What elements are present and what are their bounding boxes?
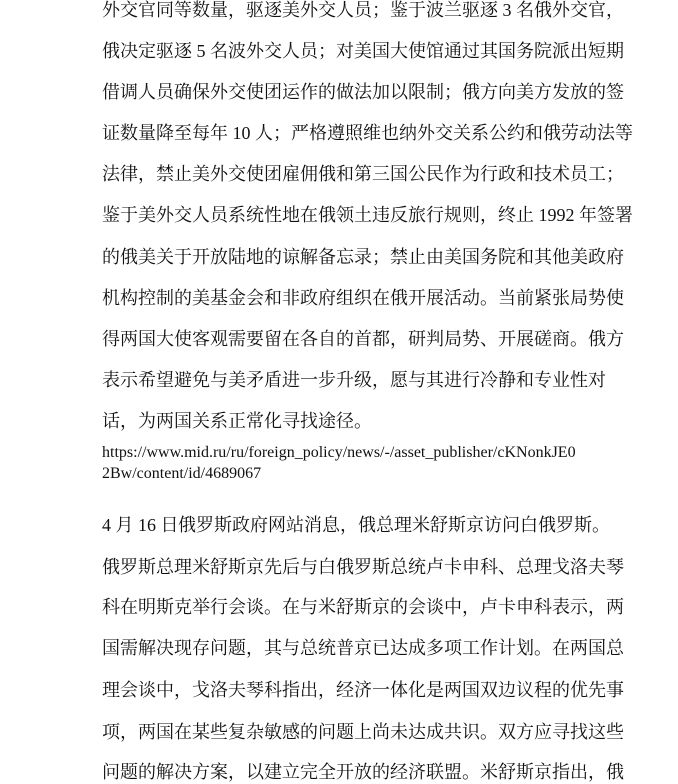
text-line: 借调人员确保外交使团运作的做法加以限制；俄方向美方发放的签 [102,82,624,102]
text-line: 俄罗斯总理米舒斯京先后与白俄罗斯总统卢卡申科、总理戈洛夫琴 [102,557,624,577]
text-line: 的俄美关于开放陆地的谅解备忘录；禁止由美国务院和其他美政府 [102,247,624,267]
text-line: 科在明斯克举行会谈。在与米舒斯京的会谈中，卢卡申科表示，两 [102,597,624,617]
text-line: 国需解决现存问题，其与总统普京已达成多项工作计划。在两国总 [102,638,624,658]
text-line: 俄决定驱逐 5 名波外交人员；对美国大使馆通过其国务院派出短期 [102,41,624,61]
entry-headline: 俄罗斯政府网站消息，俄总理米舒斯京访问白俄罗斯。 [178,515,610,535]
text-line: 理会谈中，戈洛夫琴科指出，经济一体化是两国双边议程的优先事 [102,680,624,700]
source-url-link[interactable]: https://www.mid.ru/ru/foreign_policy/news/-/asset_publisher/cKNonkJE0 [102,444,576,461]
text-line: 证数量降至每年 10 人；严格遵照维也纳外交关系公约和俄劳动法等 [102,123,633,143]
text-line: 机构控制的美基金会和非政府组织在俄开展活动。当前紧张局势使 [102,288,624,308]
text-line: 得两国大使客观需要留在各自的首都，研判局势、开展磋商。俄方 [102,329,624,349]
text-line: 项，两国在某些复杂敏感的问题上尚未达成共识。双方应寻找这些 [102,722,624,742]
text-line: 问题的解决方案，以建立完全开放的经济联盟。米舒斯京指出，俄 [102,762,624,782]
text-line: 话，为两国关系正常化寻找途径。 [102,411,372,431]
text-line: 鉴于美外交人员系统性地在俄领土违反旅行规则，终止 1992 年签署 [102,205,633,225]
text-line: 外交官同等数量，驱逐美外交人员；鉴于波兰驱逐 3 名俄外交官， [102,0,624,20]
entry-date: 4 月 16 日 [102,515,179,535]
text-line: 法律，禁止美外交使团雇佣俄和第三国公民作为行政和技术员工； [102,164,624,184]
source-url-link-continued[interactable]: 2Bw/content/id/4689067 [102,465,262,482]
text-line: 表示希望避免与美矛盾进一步升级，愿与其进行冷静和专业性对 [102,370,606,390]
